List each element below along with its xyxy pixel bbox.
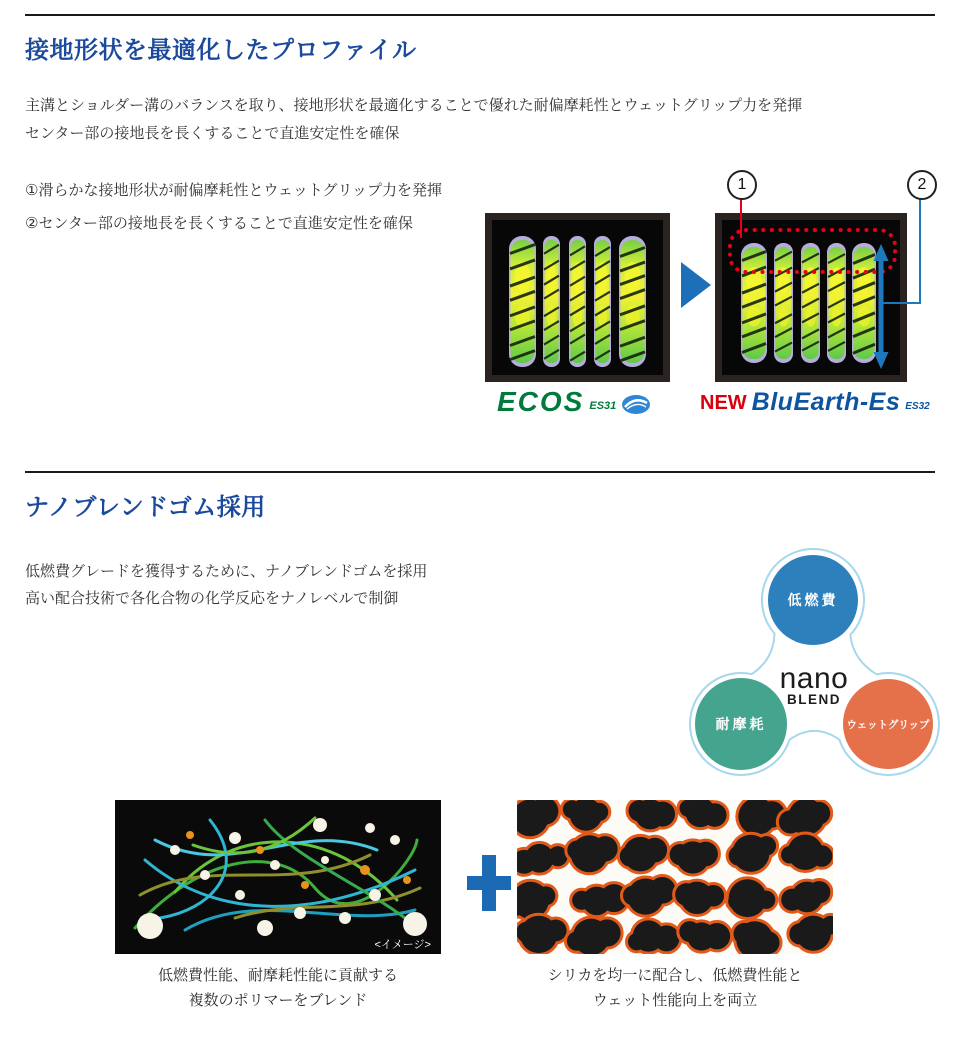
blend-label: BLEND <box>787 692 841 707</box>
nano-label: nano <box>779 662 849 695</box>
intro-line-2: センター部の接地長を長くすることで直進安定性を確保 <box>25 125 400 142</box>
arrow-right-icon <box>681 262 711 308</box>
note-2: ②センター部の接地長を長くすることで直進安定性を確保 <box>25 215 413 232</box>
intro-paragraph <box>25 92 802 148</box>
ecos-model-label: ES31 <box>589 400 617 412</box>
polymer-caption <box>115 963 441 1013</box>
fuel-economy-label: 低燃費 <box>787 592 839 608</box>
ecos-logo <box>497 386 651 417</box>
annotation-1-connector-line <box>740 198 742 238</box>
tire-footprint-ecos-image <box>485 213 670 382</box>
note-1: ①滑らかな接地形状が耐偏摩耗性とウェットグリップ力を発揮 <box>25 182 442 199</box>
section2-paragraph <box>25 558 427 612</box>
silica-caption-line-1: シリカを均一に配合し、低燃費性能と <box>547 967 803 984</box>
bluearth-logo <box>700 389 930 415</box>
silica-caption <box>517 963 833 1013</box>
eco-badge-icon <box>621 394 651 415</box>
intro-line-1: 主溝とショルダー溝のバランスを取り、接地形状を最適化することで優れた耐偏摩耗性とウェットグリップ力を発揮 <box>25 97 803 114</box>
nano-blend-diagram <box>668 538 960 788</box>
image-watermark: <イメージ> <box>374 939 431 951</box>
bluearth-model-label: ES32 <box>905 401 930 412</box>
tire-footprint-bluearth-image <box>715 213 907 382</box>
divider-top <box>25 14 935 16</box>
ecos-brand-label: ECOS <box>497 386 585 417</box>
section2-line-1: 低燃費グレードを獲得するために、ナノブレンドゴムを採用 <box>25 563 428 580</box>
annotation-2-connector-line-h <box>881 302 921 304</box>
bluearth-new-label: NEW <box>700 392 747 414</box>
wear-resistance-label: 耐摩耗 <box>715 716 767 732</box>
annotation-circle-1: 1 <box>727 170 757 200</box>
wet-grip-label: ウェットグリップ <box>846 719 930 731</box>
annotation-circle-2: 2 <box>907 170 937 200</box>
silica-dispersion-image <box>517 800 833 954</box>
silica-caption-line-2: ウェット性能向上を両立 <box>592 992 758 1009</box>
plus-icon <box>467 855 511 911</box>
page-title: 接地形状を最適化したプロファイル <box>25 37 417 64</box>
section2-line-2: 高い配合技術で各化合物の化学反応をナノレベルで制御 <box>25 590 399 607</box>
section2-title: ナノブレンドゴム採用 <box>25 494 266 521</box>
polymer-blend-image <box>115 800 441 954</box>
polymer-caption-line-2: 複数のポリマーをブレンド <box>188 992 368 1009</box>
divider-middle <box>25 471 935 473</box>
annotation-2-connector-line-v <box>919 198 921 304</box>
polymer-caption-line-1: 低燃費性能、耐摩耗性能に貢献する <box>157 967 398 984</box>
bluearth-brand-label: BluEarth-Es <box>751 388 901 416</box>
